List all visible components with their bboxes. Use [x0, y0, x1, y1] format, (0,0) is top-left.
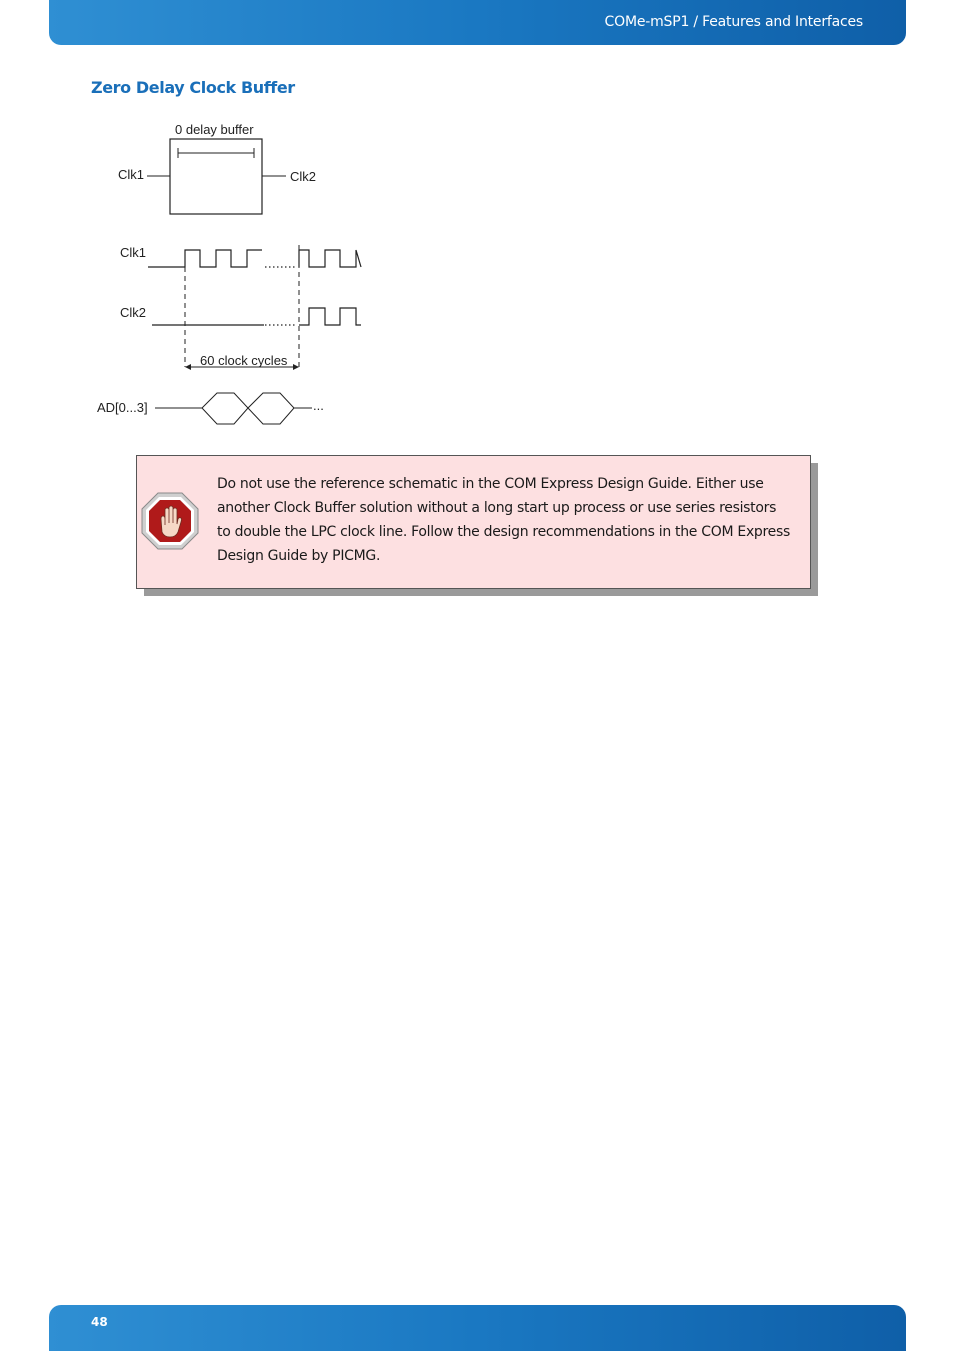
ad-ellipsis: ...	[313, 398, 324, 413]
buffer-label: 0 delay buffer	[175, 122, 254, 137]
section-title: Zero Delay Clock Buffer	[91, 78, 295, 97]
clk1-signal-label: Clk1	[120, 245, 147, 260]
clk2-output-label: Clk2	[290, 169, 317, 184]
warning-text: Do not use the reference schematic in the COM Express Design Guide. Either use another Clock Buffer solution without a long start up process or use series resistors to double the LPC clock line. Follow the design recommendations in the COM Express Design Guide by PICMG.	[217, 476, 790, 564]
ad-bus-segment-2	[248, 393, 294, 424]
ad-bus-segment-1	[202, 393, 248, 424]
header-title: COMe-mSP1 / Features and Interfaces	[604, 14, 863, 30]
cycles-arrowhead-left	[185, 364, 191, 370]
zero-delay-clock-diagram	[90, 115, 380, 435]
ad-label: AD[0...3]	[97, 400, 148, 415]
clk1-input-label: Clk1	[118, 167, 145, 182]
cycles-label: 60 clock cycles	[200, 353, 288, 368]
buffer-box	[170, 139, 262, 214]
warning-box	[136, 455, 811, 589]
clk2-waveform	[299, 308, 361, 325]
page-number: 48	[91, 1315, 108, 1329]
clk1-waveform-end	[299, 250, 361, 267]
stop-hand-icon	[141, 492, 199, 550]
clk1-waveform-start	[148, 250, 262, 267]
header-bar	[49, 0, 906, 45]
footer-bar	[49, 1305, 906, 1351]
cycles-arrowhead-right	[293, 364, 299, 370]
clk2-signal-label: Clk2	[120, 305, 147, 320]
